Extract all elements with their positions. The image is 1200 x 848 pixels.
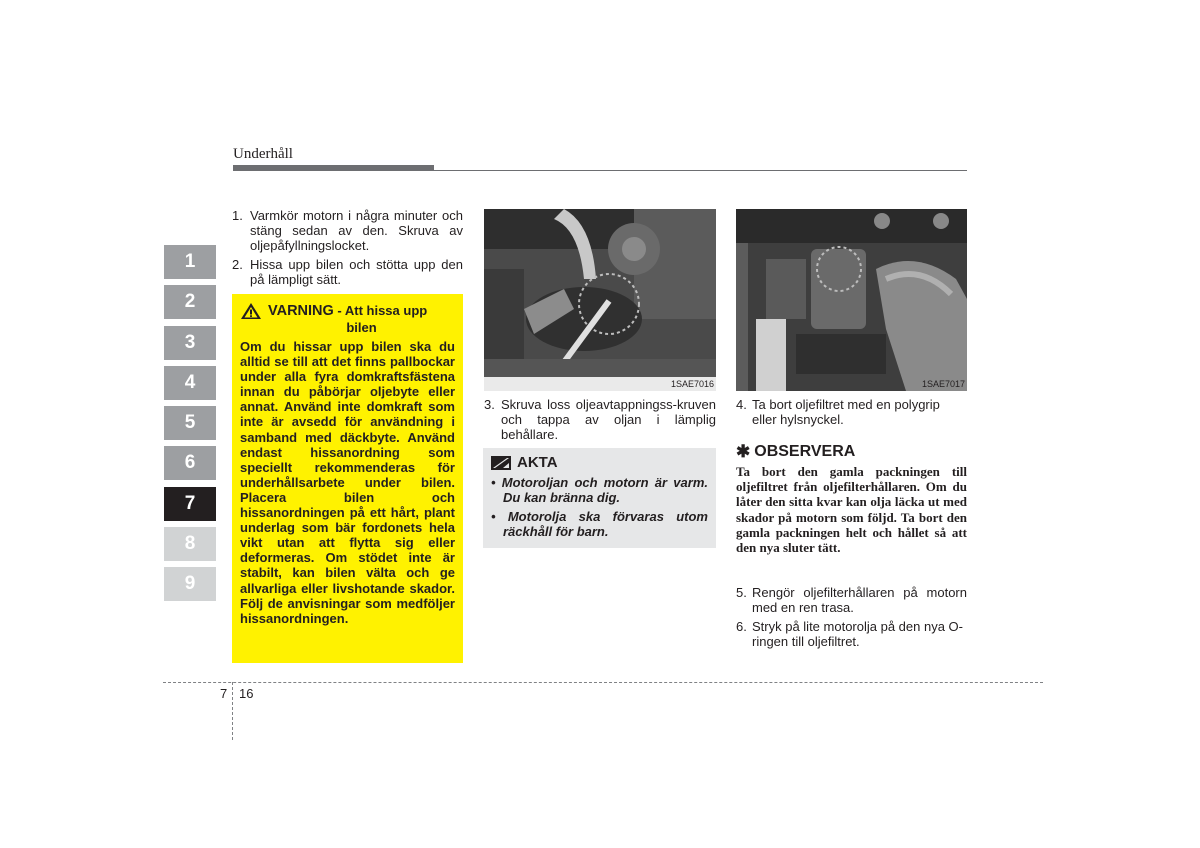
step-2-number: 2. [232,257,243,272]
warning-text: Om du hissar upp bilen ska du alltid se till att det finns pallbockar under alla fyra domkraftsfästena innan du påbörjar oljebyte eller annat. Använd inte domkraft som inte är avsedd för användning i samband med däckbyte. Använd endast hissanordning som speciellt rekommenderas för underhållsarbete under bilen. Placera bilen och hissanordningen på ett hårt, plant underlag som bär fordonets hela vikt utan att flytta sig eller deformeras. Om stödet inte är stabilt, kan bilen välta och ge allvarliga eller livshotande skador. Följ de anvisningar som medföljer hissanordningen. [240,339,455,626]
observe-title: OBSERVERA [754,443,856,460]
chapter-tab-4[interactable]: 4 [164,366,216,400]
photo-oil-filter-image [736,209,967,391]
header-rule-accent [233,165,434,171]
photo-caption: 1SAE7017 [921,379,965,389]
step-1-text: Varmkör motorn i några minuter och stäng sedan av den. Skruva av oljepåfyllningslocket. [250,208,463,253]
warning-triangle-icon [240,302,262,320]
chapter-tab-2[interactable]: 2 [164,285,216,319]
step-3-text: Skruva loss oljeavtappningss-kruven och tappa av oljan i lämplig behållare. [501,397,716,442]
step-2-text: Hissa upp bilen och stötta upp den på lämpligt sätt. [250,257,463,287]
caution-item-1: • Motoroljan och motorn är varm. Du kan bränna dig. [491,475,708,505]
warning-title: VARNING [268,303,334,319]
photo-drain-plug-image [484,209,716,391]
photo-oil-filter [736,209,967,391]
chapter-tab-8[interactable]: 8 [164,527,216,561]
caution-box [483,448,716,548]
step-3-number: 3. [484,397,495,412]
caution-header [491,454,708,471]
observe-header [736,442,855,462]
warning-subtitle: - Att hissa upp [333,303,428,318]
photo-caption: 1SAE7016 [670,379,714,389]
chapter-tab-5[interactable]: 5 [164,406,216,440]
chapter-tab-1[interactable]: 1 [164,245,216,279]
warning-subtitle-cont: bilen [346,320,377,335]
step-1 [232,208,463,253]
observe-star-icon: ✱ [736,442,751,461]
step-3 [484,397,716,442]
footer-rule [163,682,1043,683]
page-chapter: 7 [220,686,228,701]
observe-text: Ta bort den gamla packningen till oljefiltret från oljefilterhållaren. Om du låter den sitta kvar kan olja läcka ut med skador på motorn som följd. Ta bort den gamla packningen helt och hållet så att den nya sluter tätt. [736,464,967,556]
warning-header [240,302,455,320]
footer-divider [232,682,233,740]
step-4 [736,397,967,427]
warning-box [232,294,463,663]
step-1-number: 1. [232,208,243,223]
step-5-text: Rengör oljefilterhållaren på motorn med en ren trasa. [752,585,967,615]
step-2 [232,257,463,287]
step-6-text: Stryk på lite motorolja på den nya O-ringen till oljefiltret. [752,619,963,649]
caution-item-2: • Motorolja ska förvaras utom räckhåll för barn. [491,509,708,539]
step-5-number: 5. [736,585,747,600]
step-6 [736,619,967,649]
photo-drain-plug [484,209,716,391]
chapter-tab-6[interactable]: 6 [164,446,216,480]
chapter-tab-3[interactable]: 3 [164,326,216,360]
step-4-text: Ta bort oljefiltret med en polygrip eller hylsnyckel. [752,397,940,427]
step-5 [736,585,967,615]
step-4-number: 4. [736,397,747,412]
caution-icon [491,456,511,470]
caution-title: AKTA [517,454,558,471]
section-title: Underhåll [233,146,293,162]
page-number: 16 [239,686,254,701]
chapter-tab-7[interactable]: 7 [164,487,216,521]
chapter-tab-9[interactable]: 9 [164,567,216,601]
step-6-number: 6. [736,619,747,634]
